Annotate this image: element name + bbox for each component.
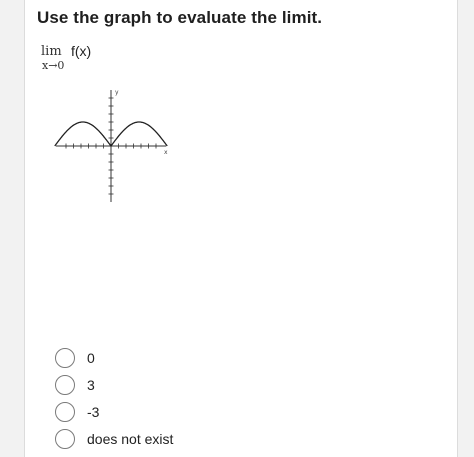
lim-operator: lim: [41, 44, 62, 59]
radio-button[interactable]: [55, 429, 75, 449]
question-card: [25, 0, 457, 457]
choice-label: 0: [87, 349, 95, 366]
choice-label: 3: [87, 376, 95, 393]
function-graph: [37, 80, 187, 220]
choice-does-not-exist[interactable]: [55, 425, 173, 452]
radio-button[interactable]: [55, 402, 75, 422]
y-axis-label: y: [115, 89, 119, 96]
left-page-edge: [0, 0, 25, 457]
answer-choices: [55, 344, 173, 452]
x-axis-label: x: [164, 149, 168, 156]
right-page-edge: [457, 0, 474, 457]
radio-button[interactable]: [55, 375, 75, 395]
limit-approach: x→0: [42, 59, 65, 72]
choice-label: -3: [87, 403, 100, 420]
question-prompt: Use the graph to evaluate the limit.: [37, 8, 323, 27]
choice-0[interactable]: [55, 344, 173, 371]
radio-button[interactable]: [55, 348, 75, 368]
choice-label: does not exist: [87, 430, 174, 447]
choice-neg-3[interactable]: [55, 398, 173, 425]
limit-function: f(x): [71, 43, 92, 59]
choice-3[interactable]: [55, 371, 173, 398]
